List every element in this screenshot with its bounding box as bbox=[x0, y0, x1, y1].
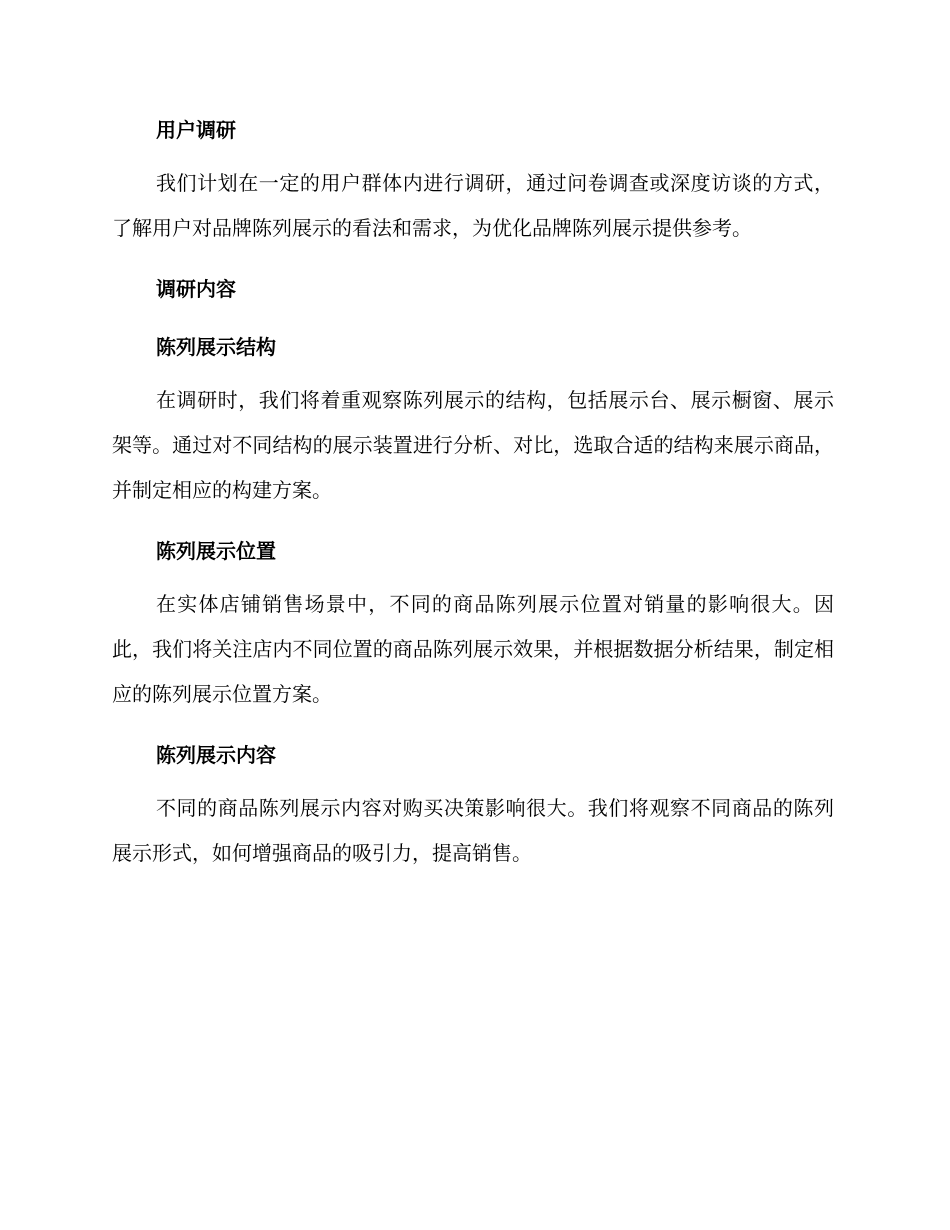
position-paragraph: 在实体店铺销售场景中，不同的商品陈列展示位置对销量的影响很大。因此，我们将关注店内不同位置的商品陈列展示效果，并根据数据分析结果，制定相应的陈列展示位置方案。 bbox=[112, 592, 834, 706]
content-heading: 陈列展示内容 bbox=[156, 743, 276, 767]
structure-paragraph: 在调研时，我们将着重观察陈列展示的结构，包括展示台、展示橱窗、展示架等。通过对不同结构的展示装置进行分析、对比，选取合适的结构来展示商品，并制定相应的构建方案。 bbox=[112, 388, 834, 502]
user-research-heading: 用户调研 bbox=[156, 118, 236, 142]
position-heading: 陈列展示位置 bbox=[156, 539, 276, 563]
user-research-paragraph: 我们计划在一定的用户群体内进行调研，通过问卷调查或深度访谈的方式，了解用户对品牌陈列展示的看法和需求，为优化品牌陈列展示提供参考。 bbox=[112, 171, 834, 240]
research-content-heading: 调研内容 bbox=[156, 277, 236, 301]
content-paragraph: 不同的商品陈列展示内容对购买决策影响很大。我们将观察不同商品的陈列展示形式，如何增强商品的吸引力，提高销售。 bbox=[112, 796, 834, 865]
document-page bbox=[112, 112, 834, 876]
structure-heading: 陈列展示结构 bbox=[156, 335, 276, 359]
